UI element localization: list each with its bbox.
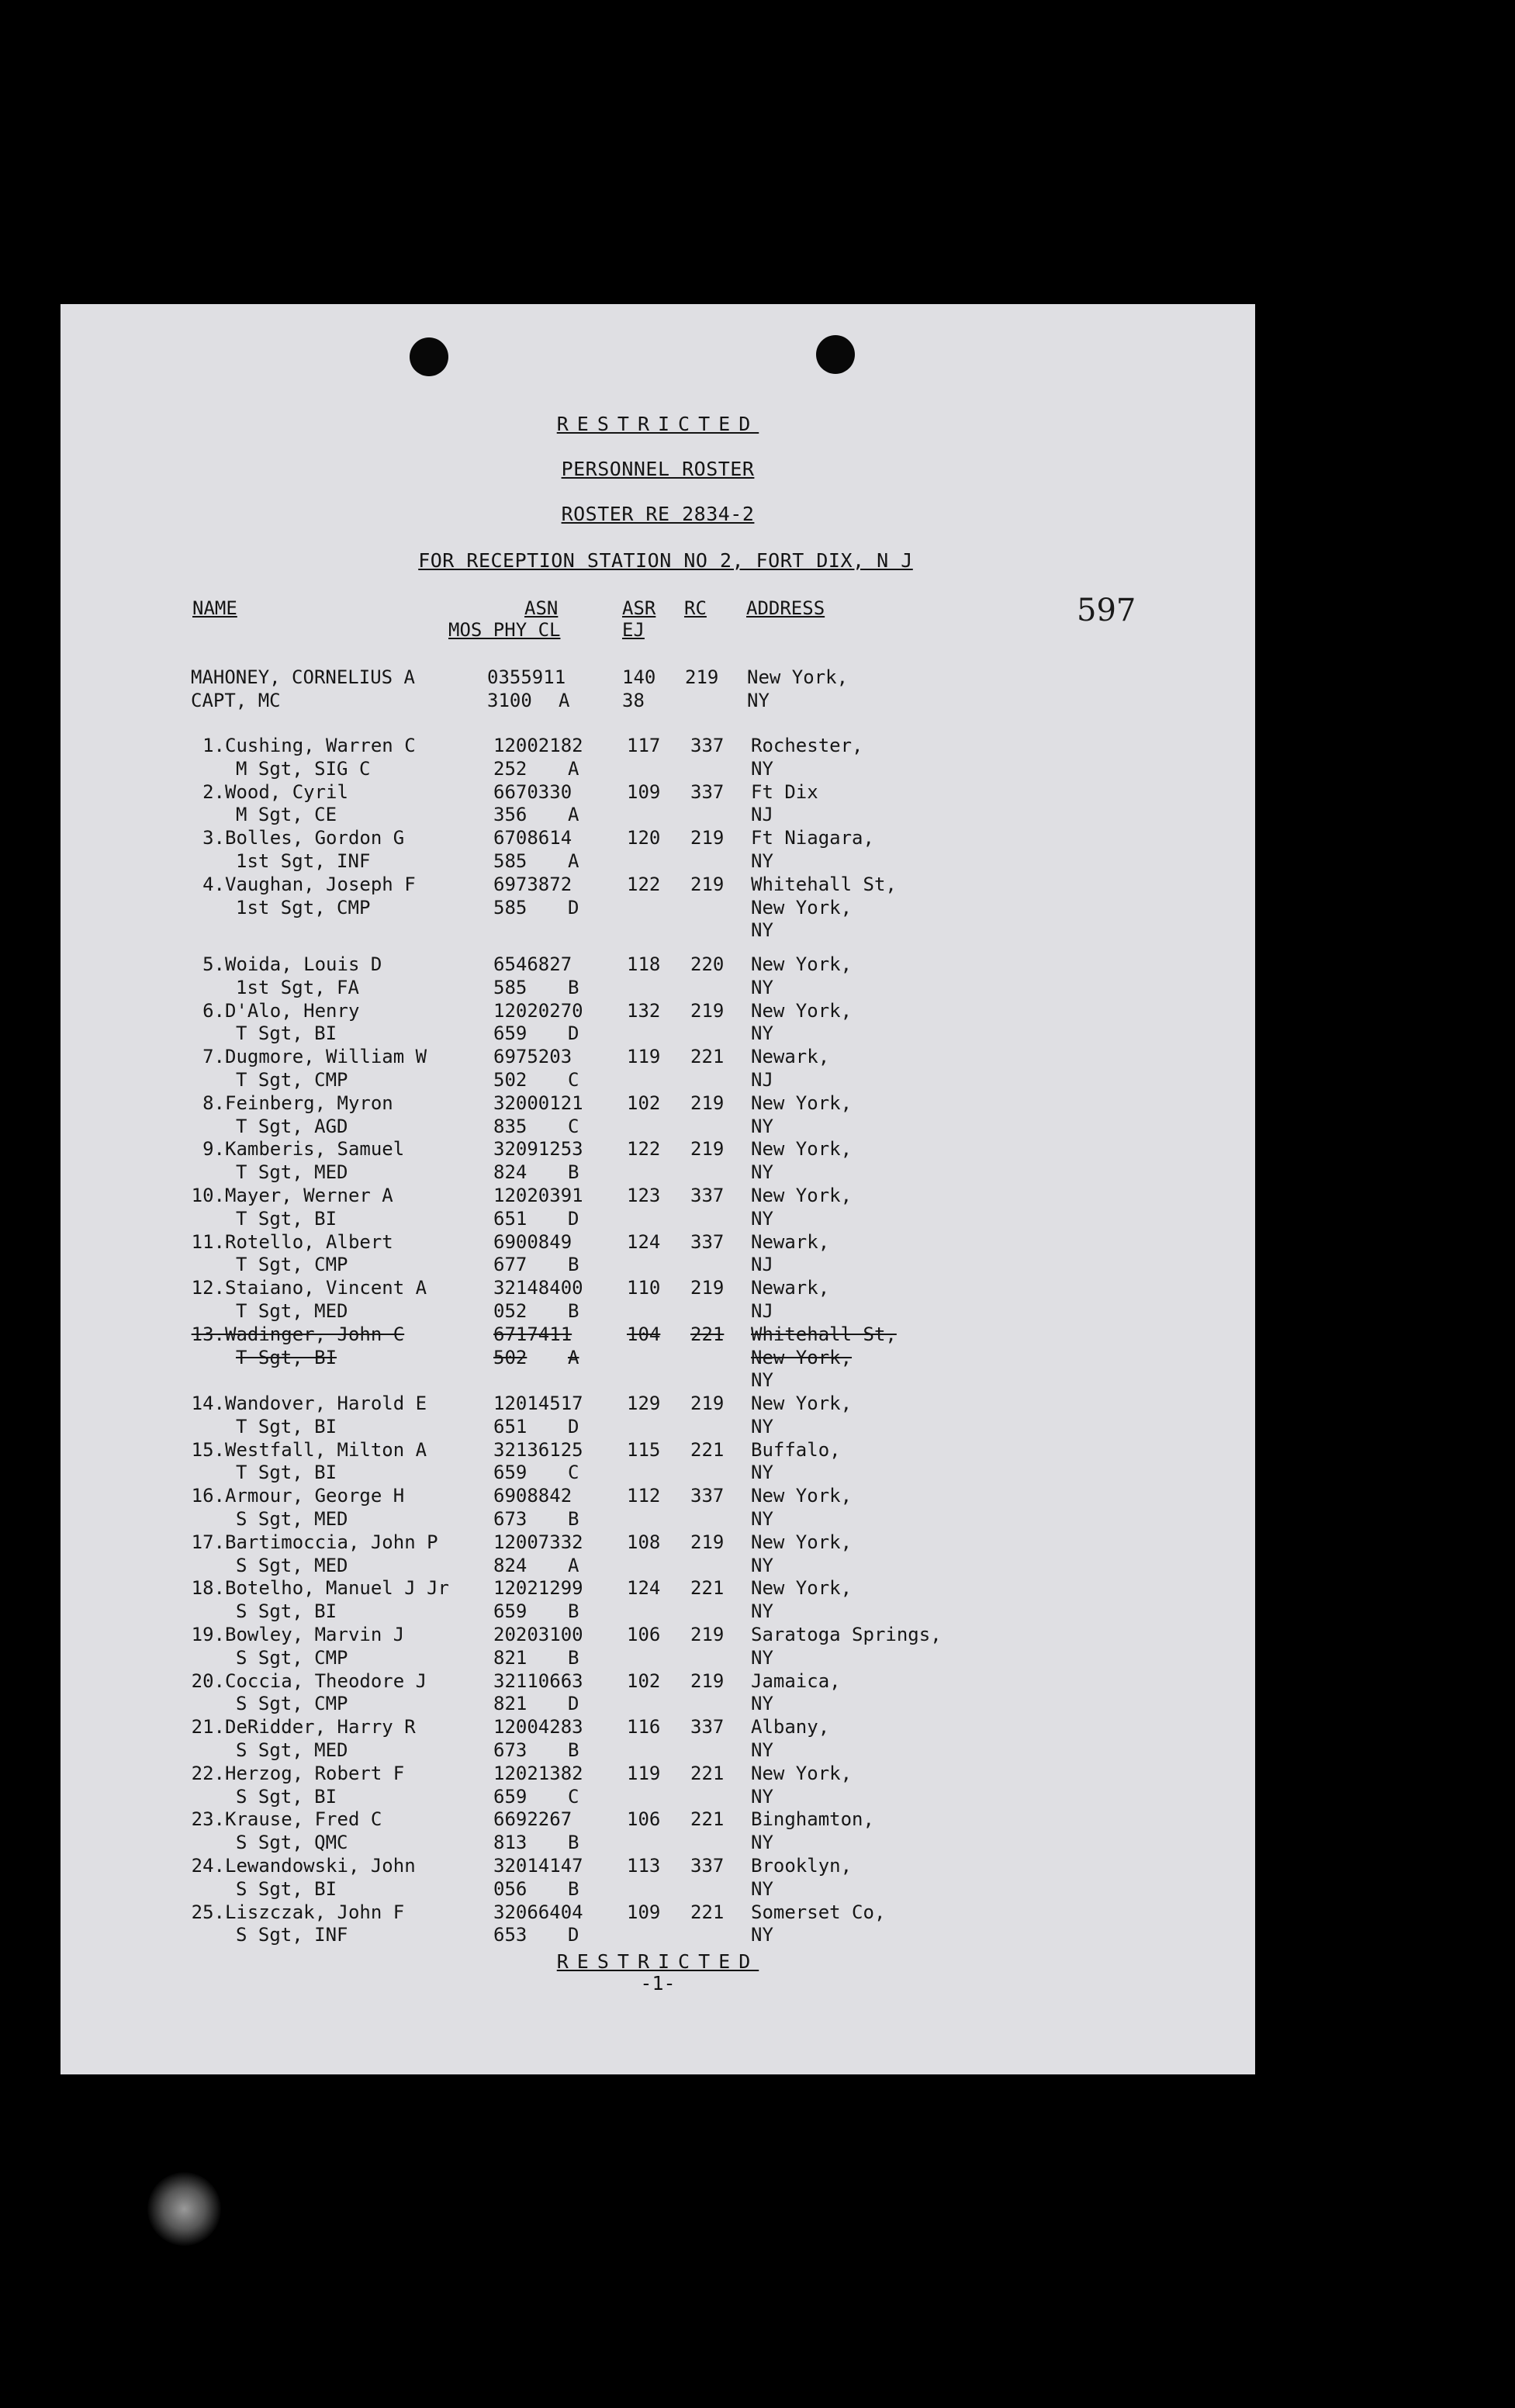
entry-asn: 32148400 [493,1277,583,1299]
entry-mos: 673 [493,1508,527,1530]
entry-mos: 651 [493,1415,527,1438]
entry-asr: 106 [627,1624,661,1645]
entry-name: Lewandowski, John [225,1855,416,1877]
entry-asr: 122 [627,1138,661,1161]
entry-rc: 221 [690,1901,725,1923]
officer-addr2: NY [747,690,770,711]
entry-number: 5. [202,953,225,975]
entry-address-1: Newark, [751,1230,830,1253]
entry-rank: S Sgt, MED [236,1554,348,1576]
entry-address-1: New York, [751,1185,853,1206]
entry-address-2: NY [751,1554,773,1576]
entry-asr: 132 [627,999,661,1022]
entry-address-2: NY [751,1415,773,1438]
restricted-footer: RESTRICTED [556,1950,759,1973]
entry-address-2: NY [751,1115,773,1137]
entry-mos: 659 [493,1462,527,1484]
roster-page [61,304,1255,2074]
entry-rank: S Sgt, CMP [236,1693,348,1715]
entry-rc: 219 [690,1531,725,1553]
entry-name: Liszczak, John F [225,1901,405,1923]
entry-mos: 824 [493,1554,527,1576]
entry-mos: 659 [493,1022,527,1045]
col-asr: ASR [622,597,656,619]
entry-name: Herzog, Robert F [225,1762,405,1784]
entry-asr: 124 [627,1577,661,1600]
entry-mos: 585 [493,896,527,919]
entry-asn: 32000121 [493,1092,583,1114]
entry-address-1: Newark, [751,1277,830,1299]
entry-rank: T Sgt, MED [236,1161,348,1184]
entry-rank: T Sgt, BI [236,1346,337,1368]
entry-asr: 110 [627,1277,661,1299]
entry-rank: M Sgt, CE [236,804,337,826]
entry-address-2: NY [751,1924,773,1946]
entry-asr: 112 [627,1485,661,1507]
entry-address-1: New York, [751,1485,853,1507]
entry-phy: B [568,1739,579,1761]
entry-rc: 337 [690,1230,725,1253]
entry-number: 13. [191,1323,225,1345]
entry-asn: 6975203 [493,1046,572,1068]
entry-address-3: NY [751,1369,773,1392]
entry-address-1: Jamaica, [751,1669,841,1692]
entry-address-1: Brooklyn, [751,1855,853,1877]
entry-phy: A [568,804,579,826]
entry-phy: D [568,1924,579,1946]
entry-rank: S Sgt, MED [236,1508,348,1530]
entry-asr: 116 [627,1716,661,1739]
entry-rc: 219 [690,999,725,1022]
col-mos-phy-cl: MOS PHY CL [448,619,561,641]
entry-number: 24. [191,1855,225,1877]
entry-rc: 219 [690,1138,725,1161]
entry-name: Mayer, Werner A [225,1185,393,1206]
entry-mos: 673 [493,1739,527,1761]
entry-name: D'Alo, Henry [225,999,360,1022]
entry-address-2: NJ [751,1069,773,1091]
entry-name: Dugmore, William W [225,1046,427,1068]
entry-number: 21. [191,1716,225,1739]
entry-rank: S Sgt, BI [236,1785,337,1808]
entry-asn: 32110663 [493,1669,583,1692]
entry-mos: 585 [493,850,527,872]
entry-address-2: NY [751,976,773,998]
entry-mos: 651 [493,1207,527,1230]
entry-asn: 32091253 [493,1138,583,1161]
entry-rc: 219 [690,1624,725,1645]
entry-mos: 824 [493,1161,527,1184]
entry-name: Staiano, Vincent A [225,1277,427,1299]
officer-rank: CAPT, MC [191,690,281,711]
entry-rank: T Sgt, AGD [236,1115,348,1137]
officer-addr1: New York, [747,666,849,688]
entry-number: 11. [191,1230,225,1253]
entry-rc: 337 [690,735,725,756]
entry-address-2: NY [751,1462,773,1484]
entry-mos: 821 [493,1693,527,1715]
entry-asn: 6692267 [493,1808,572,1831]
entry-rc: 219 [690,1092,725,1114]
entry-address-2: NY [751,850,773,872]
entry-address-1: New York, [751,999,853,1022]
entry-mos: 056 [493,1877,527,1900]
entry-number: 23. [191,1808,225,1831]
entry-rank: 1st Sgt, FA [236,976,359,998]
entry-address-1: New York, [751,1138,853,1161]
officer-name: MAHONEY, CORNELIUS A [191,666,415,688]
entry-name: Botelho, Manuel J Jr [225,1577,449,1600]
entry-asr: 102 [627,1669,661,1692]
entry-rc: 221 [690,1577,725,1600]
entry-rc: 221 [690,1762,725,1784]
entry-name: Westfall, Milton A [225,1438,427,1461]
entry-asn: 12014517 [493,1393,583,1414]
entry-rank: S Sgt, BI [236,1600,337,1623]
entry-number: 2. [202,780,225,803]
entry-rank: S Sgt, INF [236,1924,348,1946]
entry-address-1: Ft Dix [751,780,818,803]
entry-name: Wandover, Harold E [225,1393,427,1414]
entry-address-1: New York, [751,1762,853,1784]
entry-address-2: NY [751,1877,773,1900]
entry-asr: 123 [627,1185,661,1206]
entry-address-1: New York, [751,1531,853,1553]
entry-address-2: NY [751,1785,773,1808]
entry-rc: 221 [690,1046,725,1068]
entry-phy: D [568,1693,579,1715]
entry-name: Wood, Cyril [225,780,348,803]
entry-rc: 221 [690,1438,725,1461]
entry-name: Wadinger, John C [225,1323,405,1345]
entry-asn: 12021299 [493,1577,583,1600]
entry-number: 18. [191,1577,225,1600]
entry-name: Bolles, Gordon G [225,827,405,849]
entry-mos: 502 [493,1069,527,1091]
entry-rc: 337 [690,1855,725,1877]
officer-mos: 3100 [487,690,532,711]
entry-mos: 052 [493,1300,527,1322]
entry-number: 10. [191,1185,225,1206]
entry-rc: 337 [690,780,725,803]
entry-rc: 219 [690,1393,725,1414]
entry-asn: 6973872 [493,873,572,895]
entry-phy: B [568,1161,579,1184]
entry-asn: 6670330 [493,780,572,803]
entry-mos: 585 [493,976,527,998]
entry-asr: 117 [627,735,661,756]
entry-asn: 6908842 [493,1485,572,1507]
entry-rank: T Sgt, CMP [236,1069,348,1091]
entry-address-2: NY [751,1693,773,1715]
entry-address-1: New York, [751,1577,853,1600]
col-asn: ASN [524,597,559,619]
entry-name: Woida, Louis D [225,953,382,975]
roster-title: PERSONNEL ROSTER [561,458,755,480]
entry-address-1: Buffalo, [751,1438,841,1461]
entry-rc: 220 [690,953,725,975]
entry-mos: 356 [493,804,527,826]
entry-rank: S Sgt, QMC [236,1832,348,1854]
entry-phy: B [568,1600,579,1623]
entry-phy: B [568,976,579,998]
entry-rc: 221 [690,1323,725,1345]
entry-phy: A [568,1346,579,1368]
entry-asn: 12020391 [493,1185,583,1206]
entry-rc: 337 [690,1485,725,1507]
entry-phy: C [568,1785,579,1808]
entry-phy: D [568,1207,579,1230]
entry-mos: 659 [493,1785,527,1808]
entry-address-1: Albany, [751,1716,830,1739]
entry-address-1: New York, [751,1393,853,1414]
entry-number: 8. [202,1092,225,1114]
entry-phy: B [568,1300,579,1322]
entry-address-1: New York, [751,953,853,975]
entry-number: 6. [202,999,225,1022]
entry-address-2: NJ [751,804,773,826]
entry-mos: 502 [493,1346,527,1368]
entry-asn: 6546827 [493,953,572,975]
entry-number: 16. [191,1485,225,1507]
entry-mos: 821 [493,1646,527,1669]
entry-number: 19. [191,1624,225,1645]
entry-phy: A [568,757,579,780]
entry-phy: A [568,850,579,872]
entry-address-1: Whitehall St, [751,1323,897,1345]
entry-address-1: Newark, [751,1046,830,1068]
entry-asn: 32014147 [493,1855,583,1877]
entry-number: 12. [191,1277,225,1299]
entry-address-1: Somerset Co, [751,1901,886,1923]
entry-asn: 6717411 [493,1323,572,1345]
entry-rank: T Sgt, BI [236,1022,337,1045]
entry-name: Kamberis, Samuel [225,1138,405,1161]
entry-asr: 124 [627,1230,661,1253]
entry-rc: 219 [690,873,725,895]
film-smudge [147,2172,221,2246]
entry-rank: M Sgt, SIG C [236,757,371,780]
entry-mos: 835 [493,1115,527,1137]
entry-asr: 122 [627,873,661,895]
entry-address-2: NY [751,1207,773,1230]
entry-number: 7. [202,1046,225,1068]
entry-name: Bowley, Marvin J [225,1624,405,1645]
entry-number: 22. [191,1762,225,1784]
entry-rc: 337 [690,1716,725,1739]
entry-name: Feinberg, Myron [225,1092,393,1114]
entry-address-2: NY [751,757,773,780]
punch-hole [410,337,448,376]
page-stamp-number: 597 [1077,593,1136,628]
entry-address-2: NY [751,1161,773,1184]
entry-name: Krause, Fred C [225,1808,382,1831]
entry-name: DeRidder, Harry R [225,1716,416,1739]
entry-mos: 813 [493,1832,527,1854]
entry-address-2: NY [751,1646,773,1669]
entry-number: 3. [202,827,225,849]
roster-number: ROSTER RE 2834-2 [561,503,755,525]
entry-asr: 109 [627,1901,661,1923]
entry-phy: B [568,1832,579,1854]
entry-asn: 12002182 [493,735,583,756]
entry-mos: 659 [493,1600,527,1623]
entry-address-1: Saratoga Springs, [751,1624,942,1645]
entry-name: Vaughan, Joseph F [225,873,416,895]
entry-address-3: NY [751,919,773,942]
entry-asr: 104 [627,1323,661,1345]
entry-address-1: Whitehall St, [751,873,897,895]
officer-asn: 0355911 [487,666,566,688]
entry-rank: 1st Sgt, INF [236,850,371,872]
entry-number: 9. [202,1138,225,1161]
entry-asr: 115 [627,1438,661,1461]
entry-number: 14. [191,1393,225,1414]
entry-address-2: New York, [751,896,853,919]
entry-phy: B [568,1646,579,1669]
entry-address-2: NY [751,1739,773,1761]
entry-address-2: NY [751,1832,773,1854]
entry-asr: 108 [627,1531,661,1553]
entry-phy: C [568,1462,579,1484]
entry-rc: 219 [690,1669,725,1692]
entry-number: 15. [191,1438,225,1461]
entry-asr: 106 [627,1808,661,1831]
officer-rc: 219 [685,666,719,688]
restricted-header: RESTRICTED [556,413,759,435]
entry-name: Rotello, Albert [225,1230,393,1253]
entry-mos: 653 [493,1924,527,1946]
entry-asn: 20203100 [493,1624,583,1645]
col-address: ADDRESS [746,597,825,619]
entry-asn: 12007332 [493,1531,583,1553]
entry-rank: T Sgt, BI [236,1415,337,1438]
entry-address-1: Rochester, [751,735,863,756]
entry-asr: 119 [627,1762,661,1784]
entry-address-1: Binghamton, [751,1808,874,1831]
entry-rc: 219 [690,1277,725,1299]
entry-phy: D [568,896,579,919]
entry-number: 1. [202,735,225,756]
entry-address-2: NY [751,1022,773,1045]
entry-phy: D [568,1415,579,1438]
entry-address-2: NJ [751,1254,773,1276]
entry-name: Bartimoccia, John P [225,1531,438,1553]
entry-rank: T Sgt, BI [236,1462,337,1484]
entry-rank: T Sgt, BI [236,1207,337,1230]
entry-number: 25. [191,1901,225,1923]
entry-mos: 252 [493,757,527,780]
entry-rank: S Sgt, CMP [236,1646,348,1669]
entry-address-2: NY [751,1600,773,1623]
entry-rank: T Sgt, MED [236,1300,348,1322]
entry-phy: C [568,1069,579,1091]
entry-asr: 102 [627,1092,661,1114]
entry-name: Armour, George H [225,1485,405,1507]
entry-asn: 12021382 [493,1762,583,1784]
col-ej: EJ [622,619,645,641]
entry-address-2: New York, [751,1346,853,1368]
entry-rank: T Sgt, CMP [236,1254,348,1276]
entry-rc: 221 [690,1808,725,1831]
entry-asr: 113 [627,1855,661,1877]
entry-asr: 109 [627,780,661,803]
entry-asn: 6708614 [493,827,572,849]
entry-address-2: NY [751,1508,773,1530]
entry-rank: S Sgt, MED [236,1739,348,1761]
punch-hole [816,335,855,374]
entry-mos: 677 [493,1254,527,1276]
entry-name: Coccia, Theodore J [225,1669,427,1692]
entry-asn: 32136125 [493,1438,583,1461]
entry-number: 20. [191,1669,225,1692]
entry-asr: 118 [627,953,661,975]
entry-phy: B [568,1508,579,1530]
entry-rank: S Sgt, BI [236,1877,337,1900]
entry-rc: 219 [690,827,725,849]
entry-rc: 337 [690,1185,725,1206]
col-name: NAME [192,597,237,619]
entry-number: 4. [202,873,225,895]
entry-asr: 129 [627,1393,661,1414]
officer-ej: 38 [622,690,645,711]
entry-asn: 32066404 [493,1901,583,1923]
entry-rank: 1st Sgt, CMP [236,896,371,919]
entry-asn: 12020270 [493,999,583,1022]
entry-phy: A [568,1554,579,1576]
entry-asr: 119 [627,1046,661,1068]
entry-phy: C [568,1115,579,1137]
entry-asr: 120 [627,827,661,849]
officer-phy: A [559,690,570,711]
entry-address-2: NJ [751,1300,773,1322]
col-rc: RC [684,597,707,619]
entry-address-1: New York, [751,1092,853,1114]
entry-phy: D [568,1022,579,1045]
officer-asr: 140 [622,666,656,688]
station-line: FOR RECEPTION STATION NO 2, FORT DIX, N J [418,549,913,572]
page-footer-number: -1- [640,1972,676,1995]
entry-name: Cushing, Warren C [225,735,416,756]
entry-phy: B [568,1877,579,1900]
entry-phy: B [568,1254,579,1276]
entry-address-1: Ft Niagara, [751,827,874,849]
entry-asn: 12004283 [493,1716,583,1739]
entry-number: 17. [191,1531,225,1553]
entry-asn: 6900849 [493,1230,572,1253]
